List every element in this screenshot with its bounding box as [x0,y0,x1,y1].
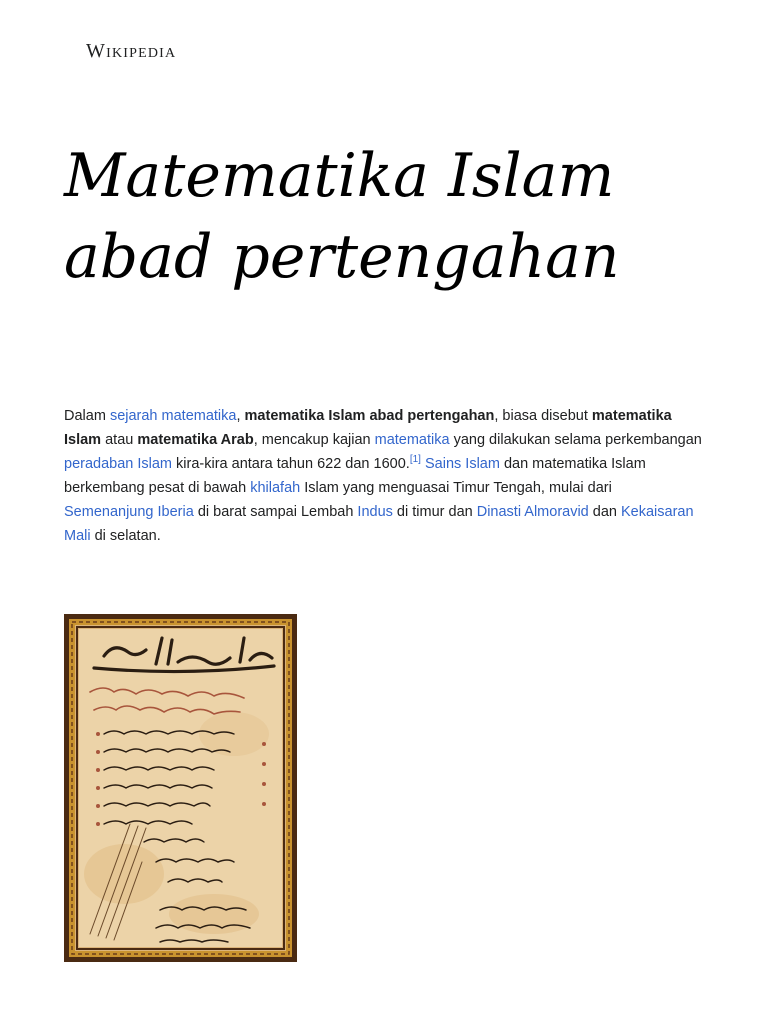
lead-bold-term: matematika Islam [64,408,672,448]
lead-text: atau [101,432,138,448]
lead-text: yang dilakukan selama perkembangan [449,432,702,448]
lead-text: Dalam [64,408,110,424]
link-sains-islam[interactable]: Sains Islam [424,456,500,472]
link-kekaisaran-mali[interactable]: Kekaisaran Mali [64,504,694,544]
lead-text: Islam yang menguasai Timur Tengah, mulai dari [300,480,612,496]
link-indus[interactable]: Indus [357,504,393,520]
manuscript-image[interactable] [64,614,297,962]
page-title [64,136,744,298]
wikipedia-wordmark[interactable]: Wikipedia [86,40,177,62]
lead-bold-term: matematika Arab [137,432,254,448]
link-dinasti-almoravid[interactable]: Dinasti Almoravid [476,504,589,520]
lead-text: di selatan. [90,528,161,544]
lead-text: di barat sampai Lembah [193,504,358,520]
page-title-line-1: Matematika Islam [64,141,615,211]
citation-link-1[interactable]: [1] [409,454,421,465]
lead-text: kira-kira antara tahun 622 dan 1600. [172,456,410,472]
citation-superscript [410,454,421,465]
lead-paragraph [64,404,704,548]
lead-text: di timur dan [392,504,477,520]
lead-text: dan matematika Islam berkembang pesat di bawah [64,456,646,496]
lead-bold-term: matematika Islam abad pertengahan [244,408,495,424]
lead-text: , [236,408,245,424]
lead-text: , biasa disebut [494,408,592,424]
link-matematika[interactable]: matematika [374,432,450,448]
lead-text: dan [588,504,621,520]
link-khilafah[interactable]: khilafah [250,480,301,496]
link-peradaban-islam[interactable]: peradaban Islam [64,456,173,472]
page-title-line-2: abad pertengahan [64,222,620,292]
link-semenanjung-iberia[interactable]: Semenanjung Iberia [64,504,194,520]
link-sejarah-matematika[interactable]: sejarah matematika [109,408,237,424]
arabic-manuscript-page-icon [64,614,297,962]
lead-text: , mencakup kajian [253,432,375,448]
